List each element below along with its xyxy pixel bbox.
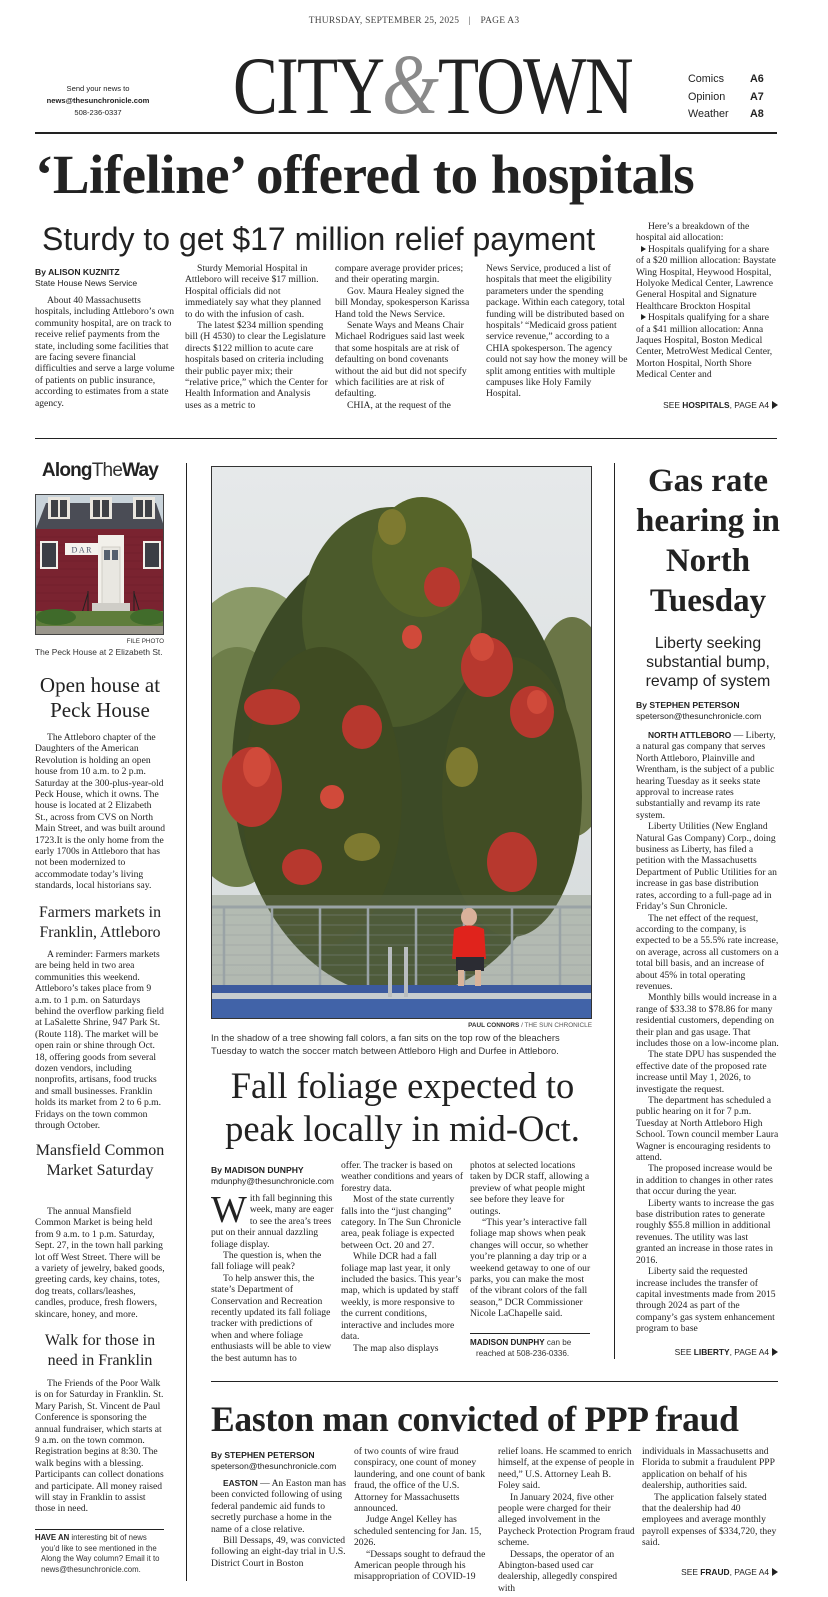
house-illustration: [36, 495, 164, 635]
paragraph: “Dessaps sought to defraud the American people through his misappropriation of COVID-19: [354, 1548, 486, 1583]
masthead-city: CITY: [232, 40, 384, 131]
masthead-rule: [35, 132, 777, 134]
gas-byline: By STEPHEN PETERSON speterson@thesunchronicle.com: [636, 700, 786, 721]
foliage-col-2: [341, 1160, 464, 1354]
byline-email[interactable]: speterson@thesunchronicle.com: [211, 1460, 337, 1471]
paragraph: EASTON — An Easton man has been convicted following of using federal pandemic aid funds to secretly purchase a home in the name of a close relative.: [211, 1478, 346, 1535]
masthead-town: TOWN: [438, 40, 633, 131]
contact-line: Send your news to: [66, 84, 130, 93]
paragraph: Gov. Maura Healey signed the bill Monday, spokesperson Karissa Hand told the News Service.: [335, 285, 470, 320]
paragraph: compare average provider prices; and their operating margin.: [335, 263, 464, 286]
index-label: Comics: [688, 73, 724, 85]
paragraph: The Attleboro chapter of the Daughters of the American Revolution is holding an open house from 10 a.m. to 2 p.m. Saturday at the 300-plus-year-old Peck House, which it owns. The house is located at 2 Elizabeth St., across from CVS on North Main Street, and was built around 1723.It is the only home from the early 1700s in Attleboro that has not been modernized to accommodate today’s living standards, local historians say.: [35, 732, 166, 892]
paragraph: individuals in Massachusetts and Florida to submit a fraudulent PPP application on behalf of his dealership, authorities said.: [642, 1446, 775, 1492]
paragraph: To help answer this, the state’s Department of Conservation and Recreation recently updated its fall foliage tracker with predictions of when and where foliage enthusiasts will be able to view the best autumn has to: [211, 1272, 332, 1364]
foliage-tag-rule: [470, 1333, 590, 1334]
easton-headline[interactable]: Easton man convicted of PPP fraud: [211, 1399, 739, 1439]
easton-col-4: [642, 1446, 779, 1549]
paragraph: Dessaps, the operator of an Abington-based used car dealership, allegedly conspired with: [498, 1548, 618, 1594]
foliage-headline[interactable]: Fall foliage expected to peak locally in mid-Oct.: [225, 1065, 580, 1149]
along-photo-caption: The Peck House at 2 Elizabeth St.: [35, 647, 163, 657]
foliage-photo: [211, 466, 592, 1019]
easton-byline: By STEPHEN PETERSON speterson@thesunchronicle.com: [211, 1450, 351, 1471]
along-item-2-body: [35, 949, 166, 1132]
dateline-page: PAGE A3: [480, 16, 520, 26]
arrow-icon: [772, 1348, 778, 1356]
paragraph: Sturdy Memorial Hospital in Attleboro will receive $17 million. Hospital officials did not immediately say what they planned to do with the infusion of cash.: [185, 263, 321, 320]
lead-col-4: [486, 263, 628, 400]
photo-credit: PAUL CONNORS / THE SUN CHRONICLE: [468, 1022, 592, 1029]
contact-email[interactable]: news@thesunchronicle.com: [46, 96, 150, 105]
house-sign-text: D A R: [71, 545, 92, 555]
paragraph: The department has scheduled a public hearing on it for 7 p.m. Tuesday at North Attleboro High School. Town council member Laura Wagner is encouraging residents to attend.: [636, 1095, 779, 1164]
gas-body: [636, 730, 779, 1335]
paragraph: Liberty Utilities (New England Natural Gas Company) Corp., doing business as Liberty, has filed a petition with the Massachusetts Department of Public Utilities for an increase in gas base distribution rates, according to a full-page ad in Friday’s Sun Chronicle.: [636, 821, 777, 913]
along-item-1-body: [35, 732, 166, 892]
index-label: Opinion: [688, 90, 726, 103]
paragraph: offer. The tracker is based on weather conditions and years of forestry data.: [341, 1160, 464, 1194]
gas-subhead: Liberty seeking substantial bump, revamp of system: [645, 635, 771, 690]
along-item-4-heading: Walk for those in need in Franklin: [44, 1332, 156, 1369]
paragraph: About 40 Massachusetts hospitals, including Attleboro’s own community hospital, are on track to receive relief payments from the state, including some facilities that are facing severe financial difficulties and serve a large volume of patients on public insurance, according to estimates from a state agency.: [35, 295, 175, 409]
byline-source: State House News Service: [35, 277, 138, 288]
paragraph: While DCR had a fall foliage map last year, it only included the basics. This year’s map, which is updated by staff weekly, is more responsive to the current conditions, interactive and includes more data.: [341, 1251, 462, 1343]
left-column-divider: [186, 463, 187, 1581]
byline-email[interactable]: mdunphy@thesunchronicle.com: [211, 1175, 334, 1186]
paragraph: The latest $234 million spending bill (H 4530) to clear the Legislature directs $122 million to acute care hospitals based on criteria including their public payer mix; their “relative price,” which the Center for Health Information and Analysis uses as a metric to: [185, 320, 328, 411]
arrow-icon: [772, 1568, 778, 1576]
easton-col-2: [354, 1446, 491, 1583]
paragraph: Most of the state currently falls into the “just changing” category. In The Sun Chronicle area, peak foliage is expected between Oct. 20 and 27.: [341, 1194, 461, 1251]
lead-col-3: [335, 263, 478, 411]
bullet-icon: [641, 246, 646, 252]
lead-headline[interactable]: ‘Lifeline’ offered to hospitals: [35, 144, 695, 205]
lead-byline: [35, 267, 180, 288]
byline-author: MADISON DUNPHY: [224, 1165, 304, 1175]
foliage-tagline: MADISON DUNPHY can be reached at 508-236-0336.: [470, 1338, 572, 1358]
gas-headline[interactable]: Gas rate hearing in North Tuesday: [636, 463, 780, 619]
paragraph: Bill Dessaps, 49, was convicted following an eight-day trial in U.S. District Court in Boston: [211, 1535, 346, 1569]
drop-cap: W: [211, 1189, 247, 1231]
index-item-weather[interactable]: [688, 106, 788, 124]
index-label: Weather: [688, 108, 729, 120]
index-page: A8: [750, 108, 764, 120]
byline-prefix: By: [35, 267, 49, 277]
along-item-1-heading: Open house at Peck House: [39, 673, 161, 722]
lead-subhead: Sturdy to get $17 million relief payment: [42, 221, 596, 257]
along-footer-rule: [35, 1529, 164, 1530]
paragraph: News Service, produced a list of hospitals that meet the eligibility parameters under the spending package. Within each category, total funding will be distributed based on hospitals’ “Medicaid gross patient service revenue,” according to a CHIA spokesperson. The agency could not say how the money will be split among entities with multiple campuses like Holy Family Hospital.: [486, 263, 628, 400]
bottom-section-rule: [211, 1381, 778, 1382]
contact-phone: 508-236-0337: [74, 108, 122, 117]
index-item-comics[interactable]: [688, 71, 788, 89]
paragraph: The application falsely stated that the dealership had 40 employees and average monthly payroll expenses of $334,720, they said.: [642, 1491, 777, 1549]
arrow-icon: [772, 401, 778, 409]
along-item-4-body: [35, 1378, 166, 1515]
paragraph: CHIA, at the request of the: [347, 399, 451, 411]
paragraph: A reminder: Farmers markets are being held in two area communities this weekend. Attleboro’s takes place from 9 a.m. to 1 p.m. on Saturdays behind the overflow parking field at LaSalette Shrine, 947 Park St. (Route 118). The market will be open rain or shine through Oct. 18, offering goods from several dozen vendors, including nonprofits, artisans, food trucks and small businesses. Franklin holds its market from 2 to 6 p.m. Fridays on the town common through October.: [35, 949, 164, 1132]
byline-author: STEPHEN PETERSON: [649, 700, 740, 710]
paragraph: With fall beginning this week, many are eager to see the area’s trees put on their annual dazzling foliage display.: [211, 1189, 334, 1250]
paragraph: relief loans. He scammed to enrich himself, at the expense of people in need,” U.S. Attorney Leah B. Foley said.: [498, 1446, 635, 1492]
paragraph: Judge Angel Kelley has scheduled sentencing for Jan. 15, 2026.: [354, 1514, 482, 1549]
along-item-3-body: [35, 1206, 166, 1320]
byline-author: STEPHEN PETERSON: [224, 1450, 315, 1460]
easton-col-1: [211, 1478, 346, 1569]
paragraph: The net effect of the request, according to the company, is expected to be a 55.5% rate increase, on average, across all customers on a total bill basis, and an increase of about 45% in total operating revenues.: [636, 912, 779, 992]
lead-col-5: [636, 221, 779, 381]
tree-photo-illustration: [212, 467, 592, 1019]
paragraph: The annual Mansfield Common Market is being held from 9 a.m. to 1 p.m. Saturday, Sept. 27, in the town hall parking lot off West Street. There will be a variety of jewelry, baked goods, greeting cards, key chains, totes, dog treats, collars/leashes, candles, produce, fresh flowers, skincare, honey, and more.: [35, 1206, 165, 1320]
paragraph: of two counts of wire fraud conspiracy, one count of money laundering, and one count of bank fraud, the office of the U.S. Attorney for Massachusetts announced.: [354, 1446, 486, 1515]
paragraph: Liberty said the requested increase includes the transfer of capital investments made from 2015 through 2024 as part of the company’s gas system enhancement program to base: [636, 1266, 776, 1335]
paragraph: Senate Ways and Means Chair Michael Rodrigues said last week that some hospitals are at risk of defaulting on bond covenants without the aid but did not specify which facilities are at risk of defaulting.: [335, 320, 467, 400]
byline-email[interactable]: speterson@thesunchronicle.com: [636, 710, 762, 721]
paragraph: The question is, when the fall foliage will peak?: [211, 1250, 322, 1273]
along-footer: HAVE AN interesting bit of news you’d like to see mentioned in the Along the Way column? Email it to news@thesunchronicle.com.: [35, 1533, 160, 1574]
paragraph: The proposed increase would be in addition to changes in other rates that occur during the year.: [636, 1163, 773, 1198]
paragraph: The map also displays: [353, 1342, 439, 1354]
easton-col-3: [498, 1446, 635, 1594]
bullet-item: Hospitals qualifying for a share of a $41 million allocation: Anna Jaques Hospital, Boston Medical Center, MetroWest Medical Center, Morton Hospital, North Shore Medical Center and: [636, 312, 773, 381]
section-rule: [35, 438, 777, 439]
peck-house-photo: [35, 494, 164, 635]
paragraph: NORTH ATTLEBORO — Liberty, a natural gas company that serves North Attleboro, Plainville and Wrentham, is the subject of a public hearing Tuesday as it seeks state approval to increase rates substantially and revamp its rate system.: [636, 730, 776, 821]
paragraph: Liberty wants to increase the gas base distribution rates to generate roughly $55.8 million in additional revenues. The utility was last granted an increase in those rates in 2016.: [636, 1197, 775, 1266]
masthead: [200, 36, 633, 132]
paragraph: In January 2024, five other people were charged for their alleged involvement in the Paycheck Protection Program fraud scheme.: [498, 1491, 635, 1549]
dateline: [0, 16, 828, 26]
foliage-col-1: [211, 1189, 334, 1364]
lead-col-1: [35, 295, 178, 409]
lead-jump[interactable]: SEE HOSPITALS, PAGE A4: [600, 400, 778, 410]
along-photo-credit: FILE PHOTO: [126, 638, 164, 645]
paragraph: “This year’s interactive fall foliage map shows when peak changes will occur, so whether you’re planning a day trip or a weekend getaway to one of our parks, you can make the most of the vibrant colors of the fall season,” DCR Commissioner Nicole LaChapelle said.: [470, 1217, 591, 1320]
dateline-separator: |: [468, 16, 471, 26]
lead-col-2: [185, 263, 328, 411]
bullet-icon: [641, 314, 646, 320]
index-page: A6: [750, 73, 764, 85]
byline-author: ALISON KUZNITZ: [48, 267, 120, 277]
foliage-byline: By MADISON DUNPHY mdunphy@thesunchronicle.com: [211, 1165, 346, 1186]
paragraph: Monthly bills would increase in a range of $33.38 to $78.86 for many residential customers, depending on their plan and gas usage. That includes those on a low-income plan.: [636, 992, 779, 1049]
dateline-date: THURSDAY, SEPTEMBER 25, 2025: [308, 16, 460, 26]
bullet-item: Hospitals qualifying for a share of a $20 million allocation: Baystate Wing Hospital, Heywood Hospital, Holyoke Medical Center, Lawrence General Hospital and Signature Healthcare Brockton Hospital: [636, 243, 776, 312]
paragraph: Here’s a breakdown of the hospital aid allocation:: [636, 221, 750, 244]
photo-caption: In the shadow of a tree showing fall colors, a fan sits on the top row of the bleachers Tuesday to watch the soccer match between Attleboro High and Durfee in Attleboro.: [211, 1032, 560, 1056]
along-item-3-heading: Mansfield Common Market Saturday: [35, 1142, 165, 1179]
masthead-ampersand: &: [382, 36, 440, 132]
gas-jump[interactable]: SEE LIBERTY, PAGE A4: [636, 1347, 778, 1357]
index-box: [688, 71, 788, 124]
along-the-way-logo: AlongTheWay: [41, 460, 159, 481]
paragraph: The Friends of the Poor Walk is on for Saturday in Franklin. St. Mary Parish, St. Vincent de Paul Conference is sponsoring the annual fundraiser, which starts at 9 a.m. on the town common. Registration begins at 8:30. The walk begins with a blessing. Participants can collect donations and participate. All money raised will stay in Franklin to assist those in need.: [35, 1378, 164, 1515]
foliage-col-3: [470, 1160, 593, 1320]
easton-jump[interactable]: SEE FRAUD, PAGE A4: [642, 1567, 778, 1577]
along-item-2-heading: Farmers markets in Franklin, Attleboro: [39, 904, 161, 941]
paragraph: photos at selected locations taken by DCR staff, allowing a preview of what people might see before they leave for outings.: [470, 1160, 590, 1217]
paragraph: The state DPU has suspended the effective date of the proposed rate increase until May 1, 2026, to investigate the request.: [636, 1049, 777, 1095]
index-page: A7: [750, 90, 764, 103]
contact-box: [38, 83, 158, 119]
index-item-opinion[interactable]: [688, 89, 788, 107]
right-column-divider: [614, 463, 615, 1359]
